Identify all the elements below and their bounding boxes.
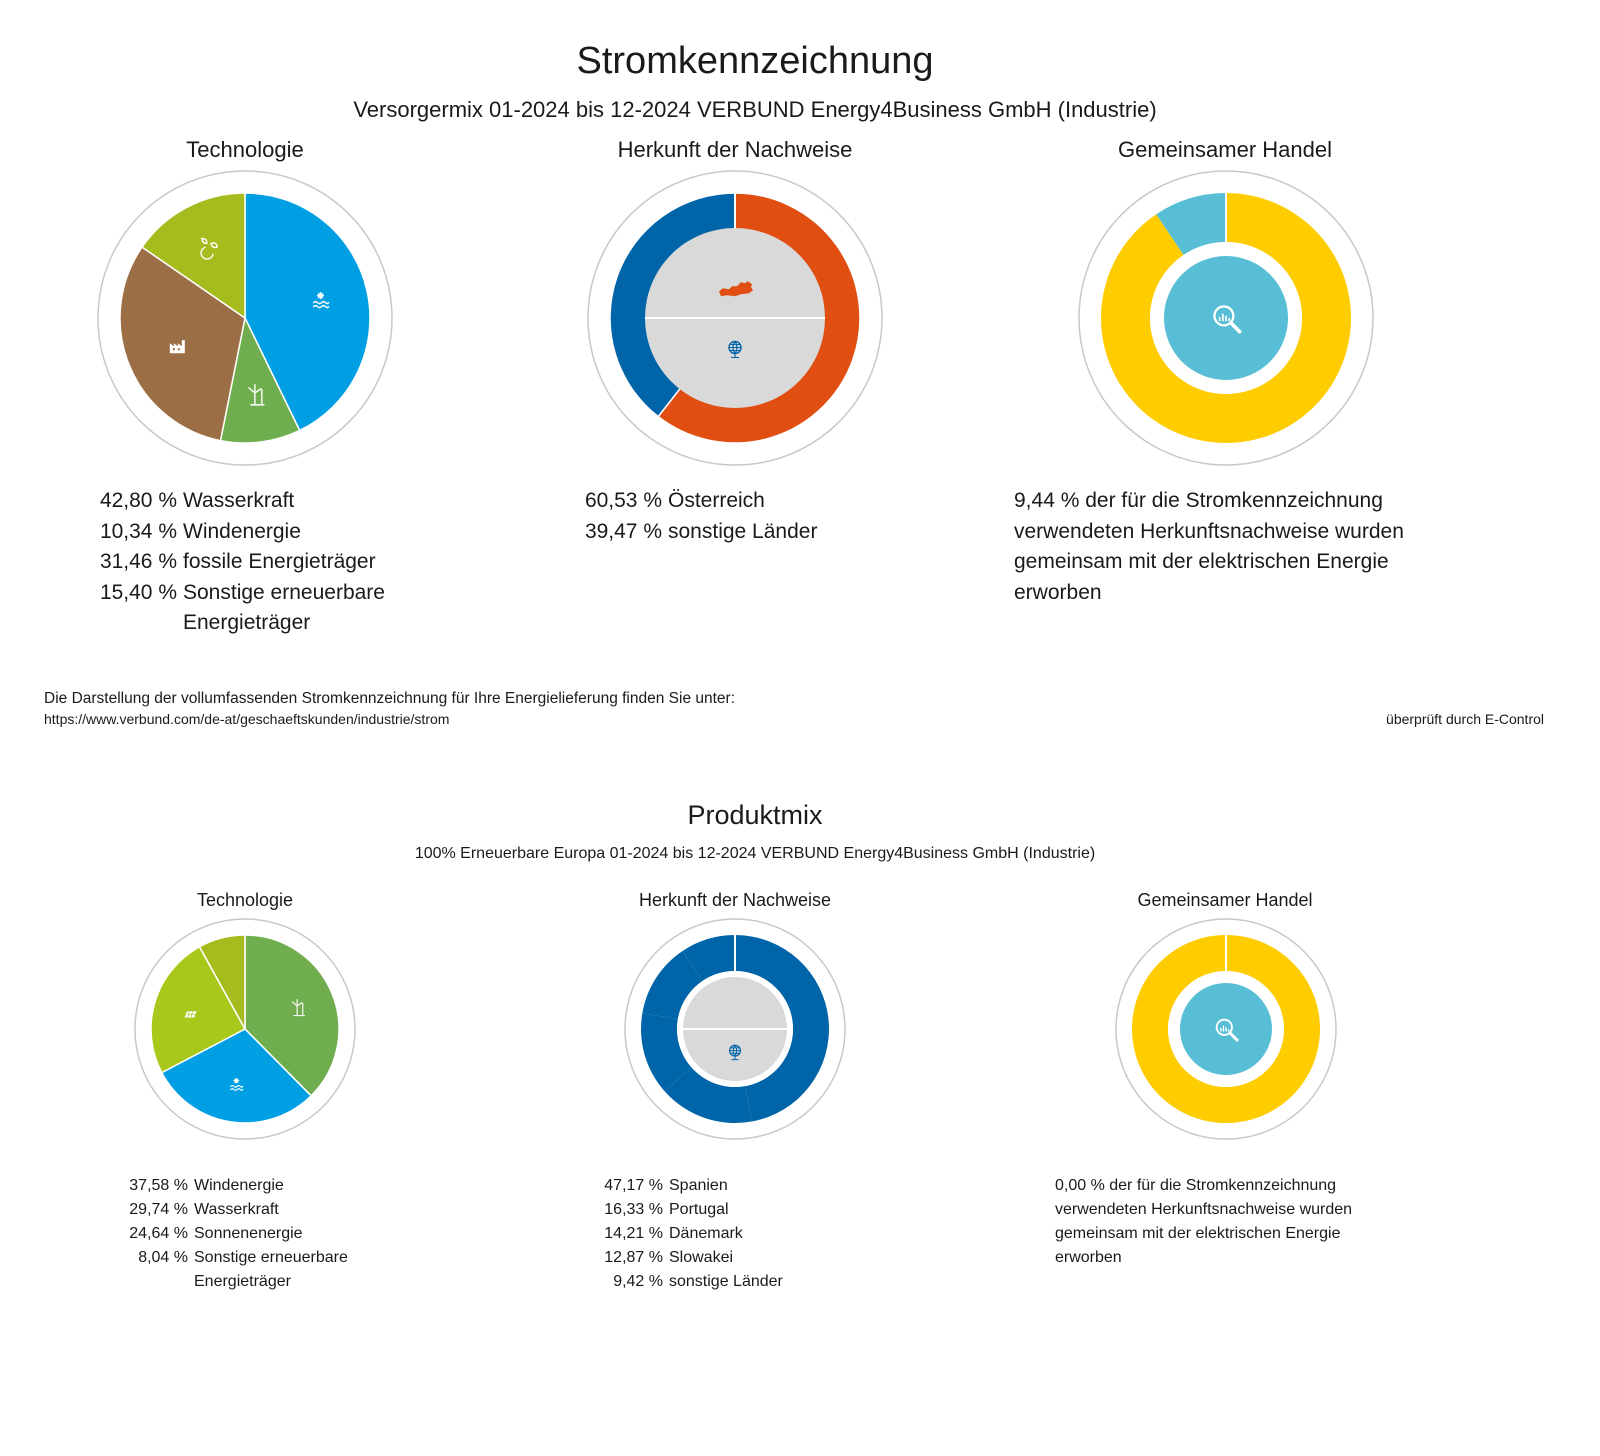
handel-text-2: 0,00 % der für die Stromkennzeichnung verwendeten Herkunftsnachweise wurden gemeinsam mit der elektrischen Energie erworben — [1055, 1177, 1353, 1266]
legend-item: 14,21 % Dänemark — [604, 1225, 743, 1242]
legend-item: 15,40 % Sonstige erneuerbare — [99, 580, 385, 604]
legend-item: 39,47 % sonstige Länder — [584, 519, 818, 543]
page-title: Stromkennzeichnung — [576, 40, 934, 82]
technologie-legend — [93, 486, 385, 639]
legend-item: 31,46 % fossile Energieträger — [99, 550, 376, 573]
footer-note: Die Darstellung der vollumfassenden Stromkennzeichnung für Ihre Energielieferung finden Sie unter: — [44, 690, 736, 707]
legend-item: 16,33 % Portugal — [604, 1201, 729, 1218]
chart-title-technologie-2: Technologie — [196, 890, 294, 910]
legend-item: 12,87 % Slowakei — [604, 1249, 734, 1266]
econtrol-note: überprüft durch E-Control — [1386, 711, 1544, 727]
legend-item: 9,42 % sonstige Länder — [613, 1273, 783, 1290]
produktmix-subtitle: 100% Erneuerbare Europa 01-2024 bis 12-2024 VERBUND Energy4Business GmbH (Industrie) — [414, 845, 1096, 862]
chart-1 — [588, 171, 882, 465]
chart-title-herkunft: Herkunft der Nachweise — [617, 137, 853, 162]
legend-item: 47,17 % Spanien — [604, 1177, 728, 1194]
herkunft-legend — [578, 486, 817, 547]
chart-3 — [135, 919, 355, 1139]
chart-title-technologie: Technologie — [186, 137, 304, 162]
produktmix-title: Produktmix — [687, 800, 823, 830]
chart-title-handel-2: Gemeinsamer Handel — [1137, 890, 1313, 910]
legend-item-continuation: Energieträger — [194, 1273, 291, 1290]
legend-item: 10,34 % Windenergie — [99, 519, 301, 543]
legend-item: 37,58 % Windenergie — [129, 1177, 284, 1194]
technologie-legend-2 — [123, 1174, 348, 1294]
herkunft-legend-2 — [598, 1174, 783, 1294]
footer-url[interactable]: https://www.verbund.com/de-at/geschaeftskunden/industrie/strom — [44, 711, 450, 727]
chart-4 — [625, 919, 845, 1139]
chart-0 — [98, 171, 392, 465]
chart-title-herkunft-2: Herkunft der Nachweise — [638, 890, 832, 910]
handel-text: 9,44 % der für die Stromkennzeichnung verwendeten Herkunftsnachweise wurden gemeinsam mit der elektrischen Energie erworben — [1014, 489, 1404, 604]
legend-item: 8,04 % Sonstige erneuerbare — [138, 1249, 348, 1266]
page-subtitle: Versorgermix 01-2024 bis 12-2024 VERBUND Energy4Business GmbH (Industrie) — [353, 97, 1157, 122]
legend-item-continuation: Energieträger — [183, 611, 311, 634]
chart-title-handel: Gemeinsamer Handel — [1118, 137, 1332, 162]
legend-item: 60,53 % Österreich — [584, 489, 765, 512]
legend-item: 29,74 % Wasserkraft — [129, 1201, 279, 1218]
legend-item: 42,80 % Wasserkraft — [99, 489, 295, 512]
chart-5 — [1116, 919, 1336, 1139]
legend-item: 24,64 % Sonnenenergie — [129, 1225, 303, 1242]
chart-2 — [1079, 171, 1373, 465]
